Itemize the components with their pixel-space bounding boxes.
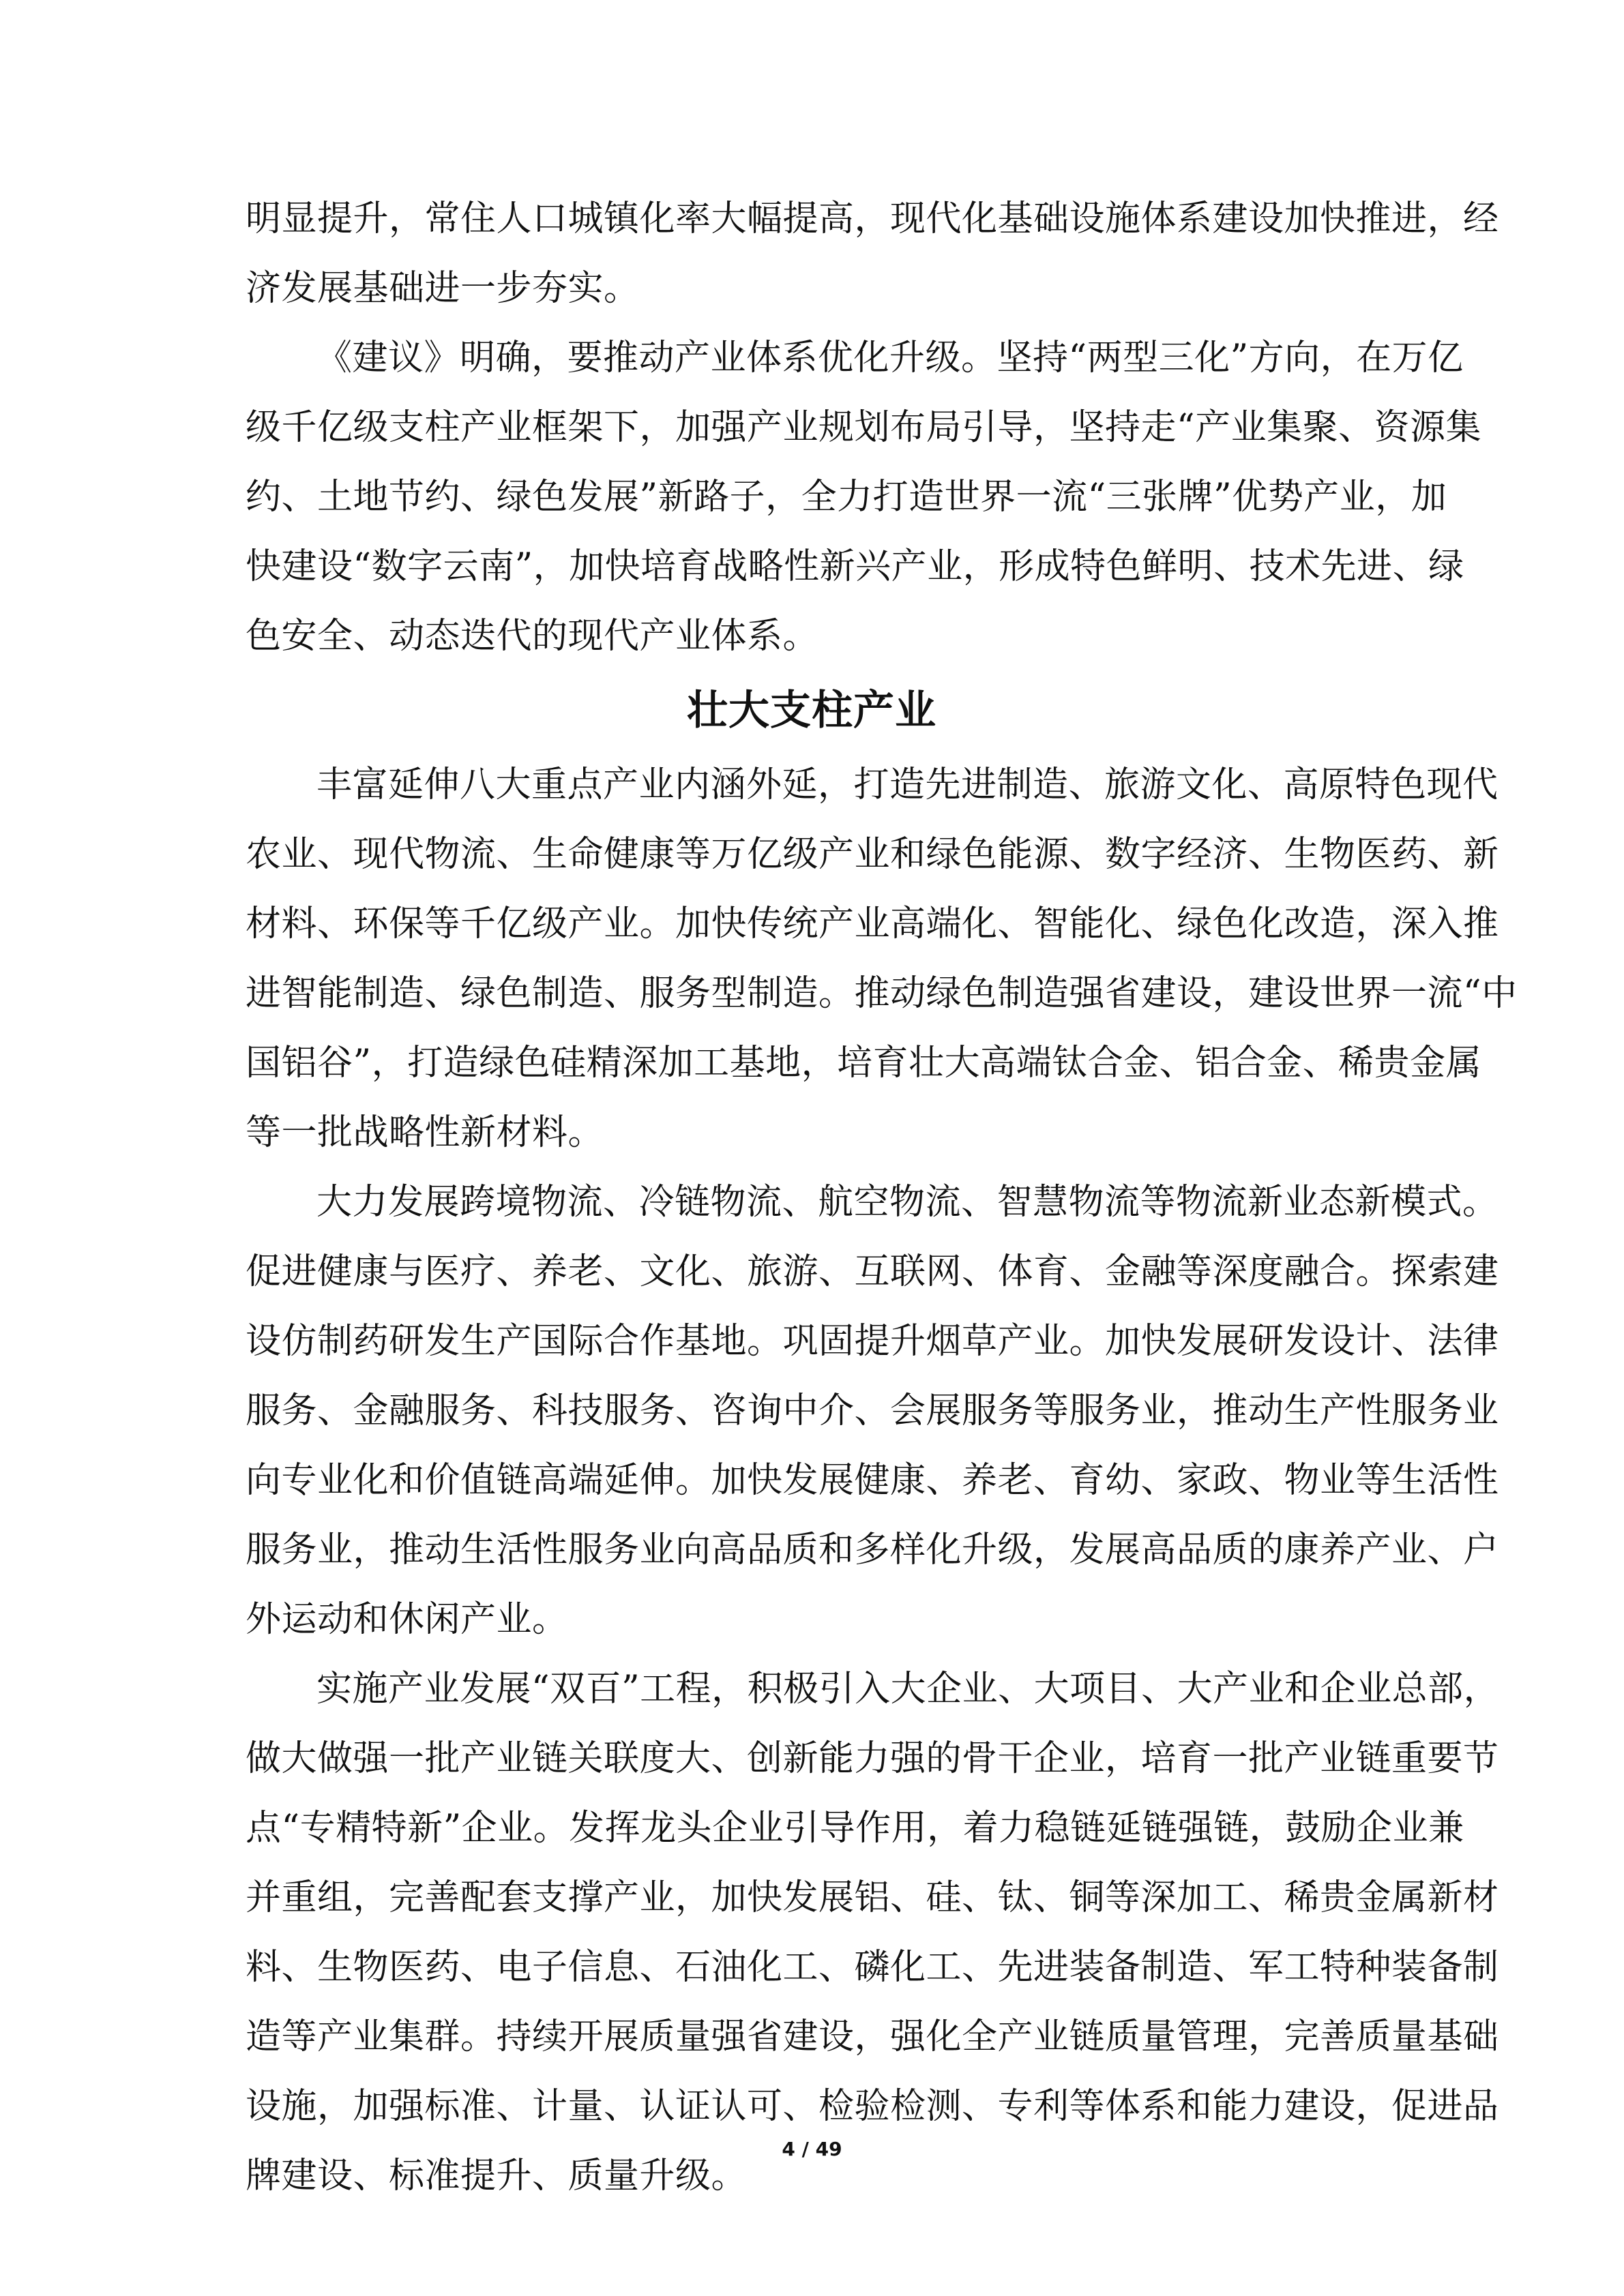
text-line: 材料、环保等千亿级产业。加快传统产业高端化、智能化、绿色化改造，深入推 [246,904,1499,944]
text-line: 快建设“数字云南”，加快培育战略性新兴产业，形成特色鲜明、技术先进、绿 [246,546,1464,587]
text-line: 进智能制造、绿色制造、服务型制造。推动绿色制造强省建设，建设世界一流“中 [246,973,1518,1014]
text-line: 向专业化和价值链高端延伸。加快发展健康、养老、育幼、家政、物业等生活性 [246,1460,1499,1501]
text-line: 级千亿级支柱产业框架下，加强产业规划布局引导，坚持走“产业集聚、资源集 [246,407,1482,448]
text-line: 农业、现代物流、生命健康等万亿级产业和绿色能源、数字经济、生物医药、新 [246,834,1499,875]
text-line: 造等产业集群。持续开展质量强省建设，强化全产业链质量管理，完善质量基础 [246,2016,1499,2057]
paragraph-2 [246,323,1482,671]
text-line: 济发展基础进一步夯实。 [246,268,640,309]
text-line: 明显提升，常住人口城镇化率大幅提高，现代化基础设施体系建设加快推进，经 [246,198,1499,239]
text-line: 设施，加强标准、计量、认证认可、检验检测、专利等体系和能力建设，促进品 [246,2086,1499,2127]
paragraph-1 [246,184,1499,323]
text-line: 服务、金融服务、科技服务、咨询中介、会展服务等服务业，推动生产性服务业 [246,1390,1499,1431]
section-paragraph-2 [246,1167,1499,1654]
text-line: 约、土地节约、绿色发展”新路子，全力打造世界一流“三张牌”优势产业，加 [246,477,1447,518]
section-paragraph-3 [246,1654,1500,2211]
text-line: 大力发展跨境物流、冷链物流、航空物流、智慧物流等物流新业态新模式。 [316,1182,1498,1223]
text-line: 做大做强一批产业链关联度大、创新能力强的骨干企业，培育一批产业链重要节 [246,1738,1499,1779]
text-line: 并重组，完善配套支撑产业，加快发展铝、硅、钛、铜等深加工、稀贵金属新材 [246,1877,1499,1918]
section-paragraph-1 [246,750,1518,1167]
document-page [246,184,1518,2211]
text-line: 色安全、动态迭代的现代产业体系。 [246,616,819,657]
text-line: 《建议》明确，要推动产业体系优化升级。坚持“两型三化”方向，在万亿 [316,338,1464,378]
text-line: 丰富延伸八大重点产业内涵外延，打造先进制造、旅游文化、高原特色现代 [316,764,1498,805]
text-line: 外运动和休闲产业。 [246,1599,568,1640]
text-line: 点“专精特新”企业。发挥龙头企业引导作用，着力稳链延链强链，鼓励企业兼 [246,1808,1464,1849]
page-number: 4 / 49 [782,2138,842,2160]
text-line: 牌建设、标准提升、质量升级。 [246,2156,748,2196]
text-line: 料、生物医药、电子信息、石油化工、磷化工、先进装备制造、军工特种装备制 [246,1947,1499,1988]
text-line: 实施产业发展“双百”工程，积极引入大企业、大项目、大产业和企业总部， [316,1669,1500,1710]
section-heading: 壮大支柱产业 [687,687,936,734]
text-line: 服务业，推动生活性服务业向高品质和多样化升级，发展高品质的康养产业、户 [246,1530,1499,1570]
text-line: 设仿制药研发生产国际合作基地。巩固提升烟草产业。加快发展研发设计、法律 [246,1321,1499,1362]
text-line: 国铝谷”，打造绿色硅精深加工基地，培育壮大高端钛合金、铝合金、稀贵金属 [246,1043,1482,1084]
text-line: 等一批战略性新材料。 [246,1112,604,1153]
text-line: 促进健康与医疗、养老、文化、旅游、互联网、体育、金融等深度融合。探索建 [246,1251,1499,1292]
